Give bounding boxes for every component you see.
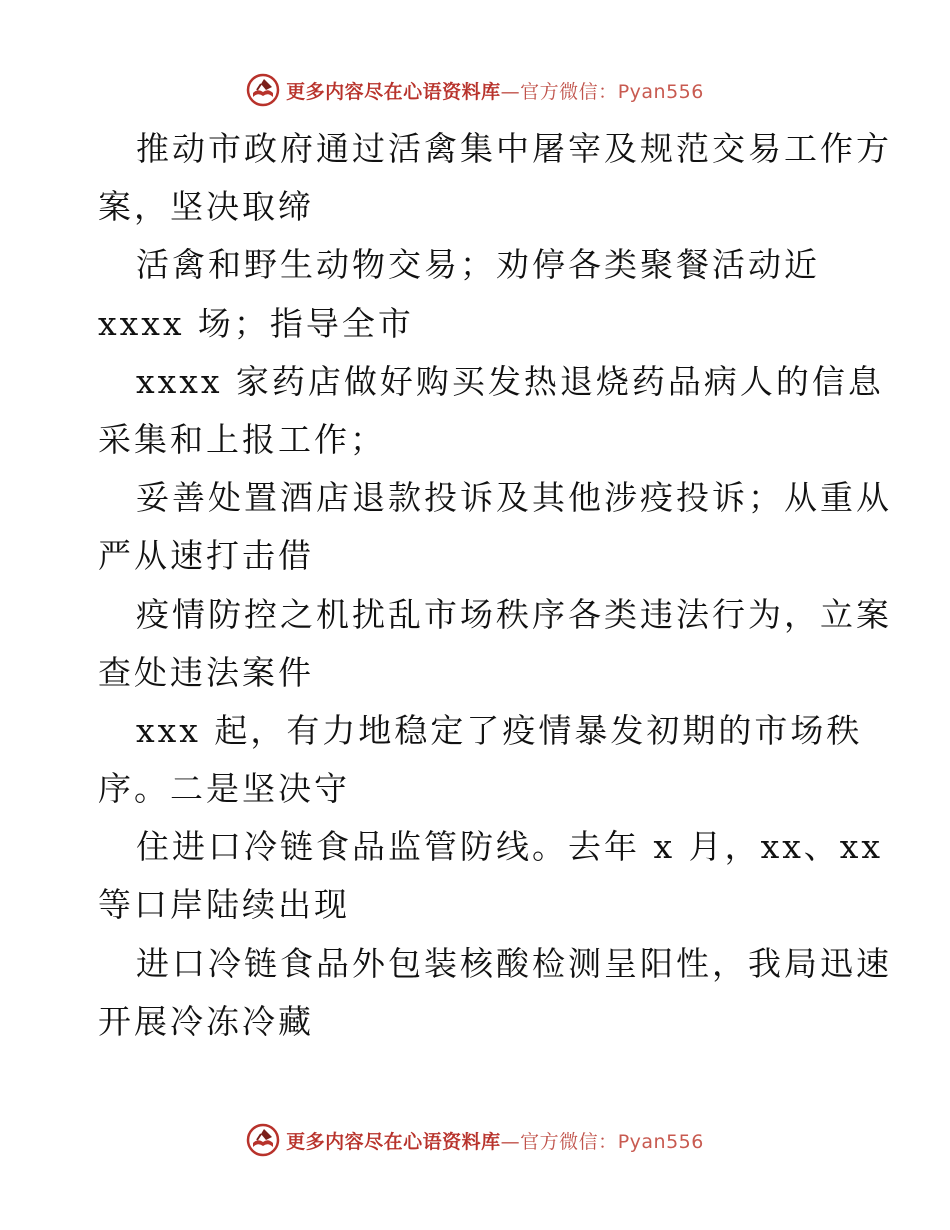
paragraph-line: 推动市政府通过活禽集中屠宰及规范交易工作方 — [136, 129, 892, 168]
paragraph-line: 开展冷冻冷藏 — [98, 1001, 314, 1041]
paragraph-line: 活禽和野生动物交易；劝停各类聚餐活动近 — [136, 245, 820, 285]
paragraph-line: xxx 起，有力地稳定了疫情暴发初期的市场秩 — [136, 710, 863, 750]
book-pen-logo-icon — [246, 73, 280, 107]
banner-sep-text: —官方微信： — [500, 1130, 618, 1153]
paragraph-line: 序。二是坚决守 — [98, 769, 350, 809]
paragraph-line: 疫情防控之机扰乱市场秩序各类违法行为，立案 — [136, 594, 892, 634]
banner-text — [286, 1127, 704, 1154]
banner-main-text: 更多内容尽在心语资料库 — [286, 1130, 501, 1153]
banner-text — [286, 77, 704, 104]
banner-main-text: 更多内容尽在心语资料库 — [286, 80, 501, 103]
paragraph-line: 住进口冷链食品监管防线。去年 x 月，xx、xx — [136, 827, 884, 867]
paragraph-line: xxxx 场；指导全市 — [98, 303, 414, 343]
paragraph-line: 案，坚决取缔 — [98, 187, 314, 227]
banner-sep-text: —官方微信： — [500, 80, 618, 103]
paragraph-line: 严从速打击借 — [98, 536, 314, 576]
paragraph-line: xxxx 家药店做好购买发热退烧药品病人的信息 — [136, 361, 884, 401]
paragraph-line: 等口岸陆续出现 — [98, 885, 350, 925]
book-pen-logo-icon — [246, 1123, 280, 1157]
header-banner — [0, 70, 950, 110]
paragraph-line: 进口冷链食品外包装核酸检测呈阳性，我局迅速 — [136, 943, 892, 983]
banner-wechat-id: Pyan556 — [617, 1130, 704, 1153]
paragraph-line: 妥善处置酒店退款投诉及其他涉疫投诉；从重从 — [136, 478, 892, 518]
banner-wechat-id: Pyan556 — [617, 80, 704, 103]
document-body — [98, 120, 892, 1051]
footer-banner — [0, 1120, 950, 1160]
paragraph-line: 查处违法案件 — [98, 652, 314, 692]
paragraph-line: 采集和上报工作； — [98, 419, 386, 459]
